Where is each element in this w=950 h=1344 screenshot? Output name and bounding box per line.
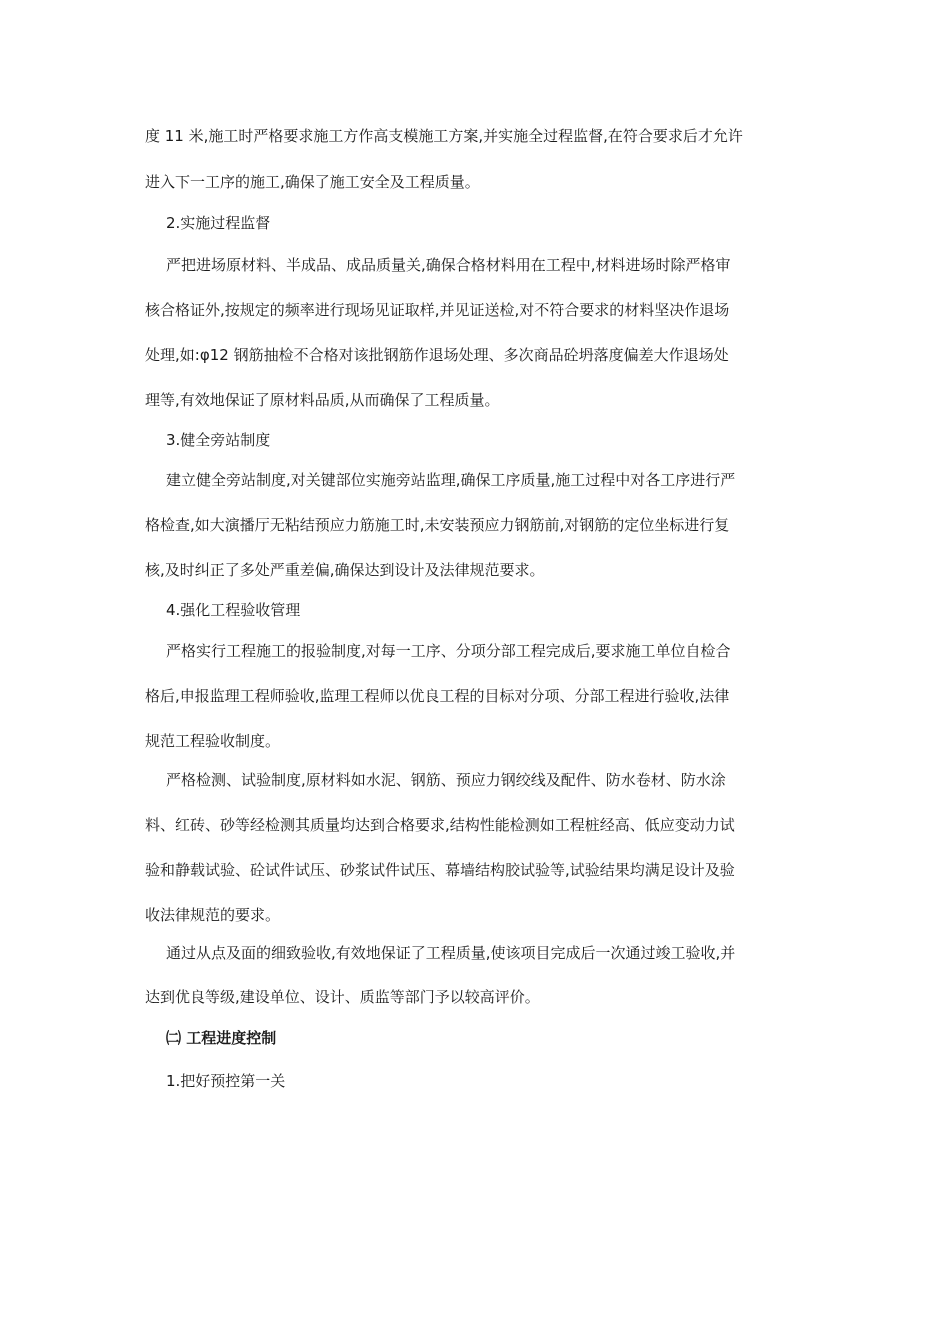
paragraph-line: 规范工程验收制度。 — [145, 732, 281, 750]
subsection-heading: 3.健全旁站制度 — [166, 431, 271, 449]
paragraph-line: 收法律规范的要求。 — [145, 906, 281, 924]
paragraph-line: 格检查,如大演播厅无粘结预应力筋施工时,未安装预应力钢筋前,对钢筋的定位坐标进行复 — [145, 516, 730, 534]
subsection-heading: 1.把好预控第一关 — [166, 1072, 286, 1090]
subsection-heading: 2.实施过程监督 — [166, 214, 271, 232]
subsection-heading: 4.强化工程验收管理 — [166, 601, 301, 619]
paragraph-line: 格后,申报监理工程师验收,监理工程师以优良工程的目标对分项、分部工程进行验收,法律 — [145, 687, 730, 705]
section-heading: ㈡ 工程进度控制 — [166, 1029, 277, 1047]
paragraph-line: 严把进场原材料、半成品、成品质量关,确保合格材料用在工程中,材料进场时除严格审 — [166, 256, 731, 274]
paragraph-line: 进入下一工序的施工,确保了施工安全及工程质量。 — [145, 173, 480, 191]
paragraph-line: 核合格证外,按规定的频率进行现场见证取样,并见证送检,对不符合要求的材料坚决作退场 — [145, 301, 730, 319]
paragraph-line: 建立健全旁站制度,对关键部位实施旁站监理,确保工序质量,施工过程中对各工序进行严 — [166, 471, 736, 489]
paragraph-line: 验和静载试验、砼试件试压、砂浆试件试压、幕墙结构胶试验等,试验结果均满足设计及验 — [145, 861, 735, 879]
paragraph-line: 理等,有效地保证了原材料品质,从而确保了工程质量。 — [145, 391, 500, 409]
paragraph-line: 料、红砖、砂等经检测其质量均达到合格要求,结构性能检测如工程桩经高、低应变动力试 — [145, 816, 735, 834]
paragraph-line: 核,及时纠正了多处严重差偏,确保达到设计及法律规范要求。 — [145, 561, 545, 579]
paragraph-line: 通过从点及面的细致验收,有效地保证了工程质量,使该项目完成后一次通过竣工验收,并 — [166, 944, 736, 962]
paragraph-line: 严格实行工程施工的报验制度,对每一工序、分项分部工程完成后,要求施工单位自检合 — [166, 642, 731, 660]
paragraph-line: 处理,如:φ12 钢筋抽检不合格对该批钢筋作退场处理、多次商品砼坍落度偏差大作退场处 — [145, 346, 729, 364]
paragraph-line: 度 11 米,施工时严格要求施工方作高支模施工方案,并实施全过程监督,在符合要求后才允许 — [145, 127, 743, 145]
paragraph-line: 达到优良等级,建设单位、设计、质监等部门予以较高评价。 — [145, 988, 540, 1006]
paragraph-line: 严格检测、试验制度,原材料如水泥、钢筋、预应力钢绞线及配件、防水卷材、防水涂 — [166, 771, 726, 789]
